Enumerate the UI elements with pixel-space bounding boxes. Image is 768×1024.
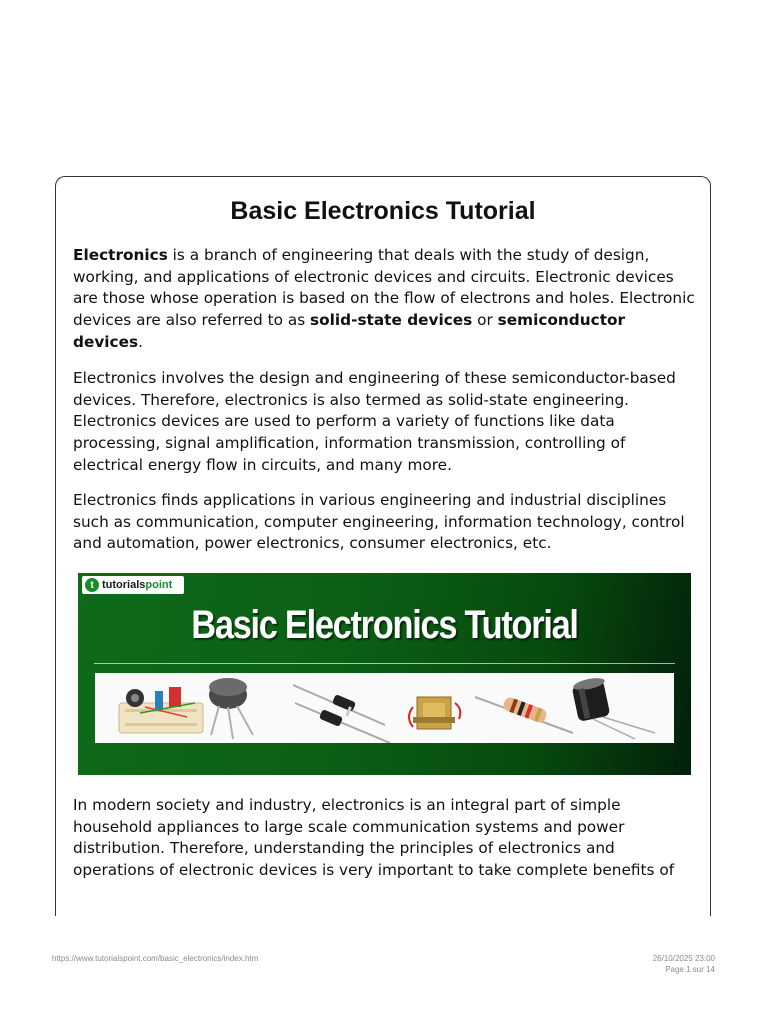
components-strip bbox=[95, 673, 674, 743]
article-card bbox=[55, 176, 711, 916]
tutorial-banner-image bbox=[78, 573, 691, 775]
resistor-icon bbox=[475, 696, 573, 733]
footer-datetime: 26/10/2025 23:00 bbox=[652, 954, 715, 963]
footer-page-number: Page 1 sur 14 bbox=[665, 965, 715, 974]
breadboard-icon bbox=[119, 687, 203, 733]
diode-icon bbox=[293, 685, 390, 743]
intro-paragraph: Electronics is a branch of engineering that deals with the study of design, working, and applications of electronic devices and circuits. Electronic devices are those whose operation is based on the flow of electrons and holes. Electronic devices are also referred to as solid-state devices or semiconductor devices. bbox=[73, 246, 695, 351]
paragraph-design: Electronics involves the design and engineering of these semiconductor-based devices. Therefore, electronics is also termed as solid-state engineering. Electronics devices are used to perform a variety of functions like data processing, signal amplification, information transmission, controlling of electrical energy flow in circuits, and many more. bbox=[73, 369, 676, 474]
footer-meta bbox=[653, 953, 715, 975]
banner-divider bbox=[94, 663, 675, 664]
transistor-icon bbox=[209, 678, 253, 739]
paragraph-applications: Electronics finds applications in various engineering and industrial disciplines such as communication, computer engineering, information technology, control and automation, power electronics, consumer electronics, etc. bbox=[73, 491, 685, 553]
banner-title: Basic Electronics Tutorial bbox=[191, 603, 578, 647]
term-electronics: Electronics bbox=[73, 246, 168, 264]
paragraph-society: In modern society and industry, electronics is an integral part of simple household appliances to large scale communication systems and power distribution. Therefore, understanding the principles of electronics and operations of electronic devices is very important to take complete benefits of bbox=[73, 796, 675, 880]
tutorialspoint-logo: t tutorialspoint bbox=[82, 576, 184, 594]
tutorialspoint-logo-icon: t bbox=[85, 578, 99, 592]
page-title: Basic Electronics Tutorial bbox=[230, 197, 536, 225]
term-semiconductor-devices: semiconductor devices bbox=[73, 311, 626, 351]
term-solid-state-devices: solid-state devices bbox=[310, 311, 473, 330]
transformer-icon bbox=[409, 697, 460, 729]
footer-url: https://www.tutorialspoint.com/basic_electronics/index.htm bbox=[52, 954, 259, 963]
capacitor-icon bbox=[572, 676, 655, 739]
